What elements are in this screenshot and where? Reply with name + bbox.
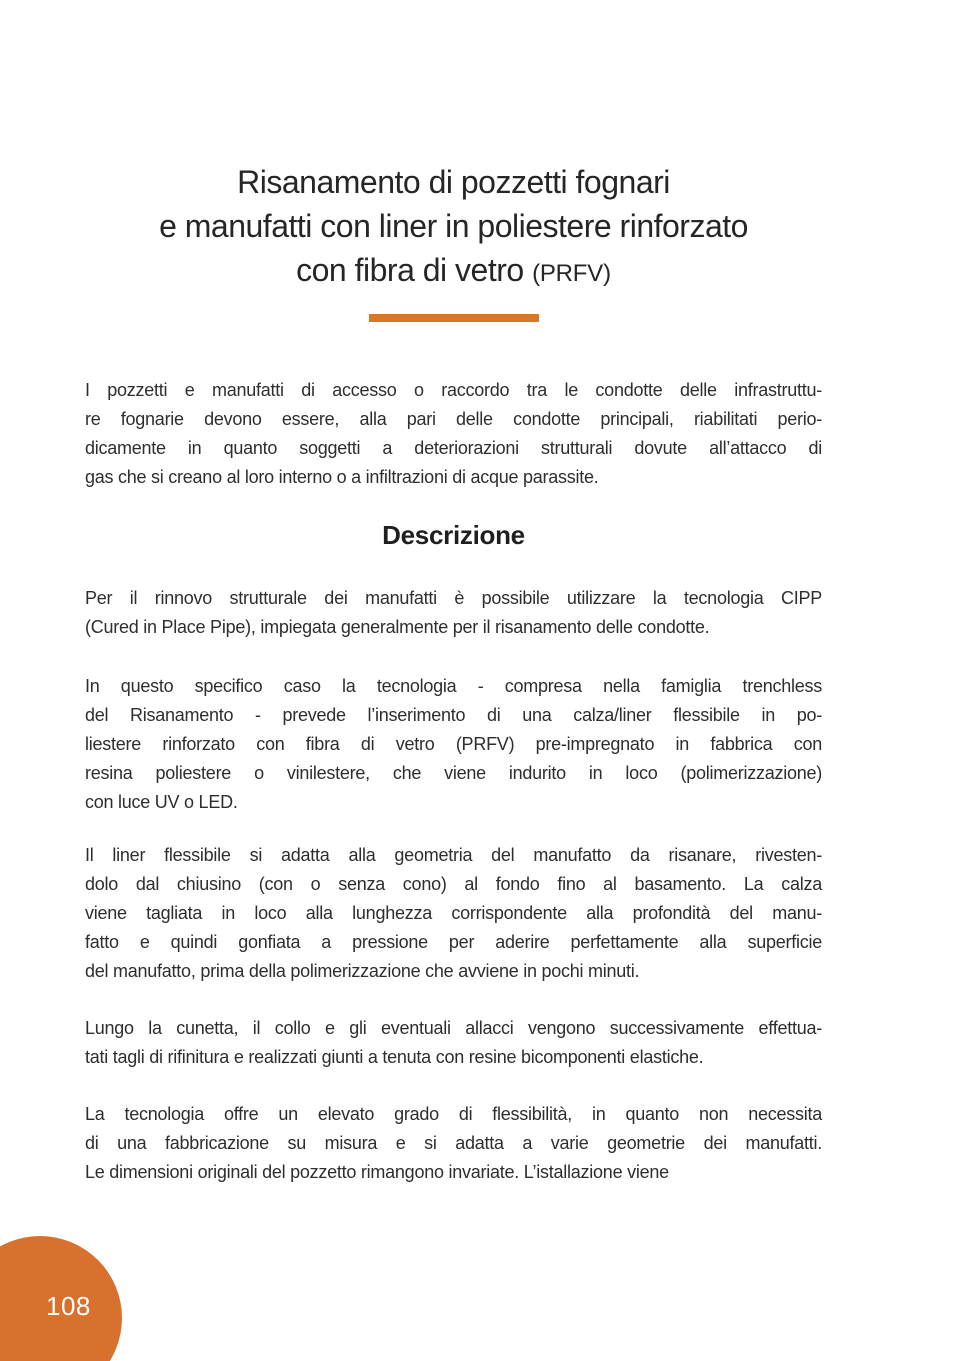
paragraph-liner (85, 841, 822, 986)
title-line-1: Risanamento di pozzetti fognari (237, 164, 670, 200)
text-line: La tecnologia offre un elevato grado di flessibilità, in quanto non necessita (85, 1104, 822, 1124)
text-line: liestere rinforzato con fibra di vetro (PRFV) pre-impregnato in fabbrica con (85, 734, 822, 754)
title-line-3-main: con fibra di vetro (296, 252, 533, 288)
text-line: con luce UV o LED. (85, 792, 238, 812)
text-line: dolo dal chiusino (con o senza cono) al fondo fino al basamento. La calza (85, 874, 822, 894)
paragraph-cunetta (85, 1014, 822, 1072)
paragraph-cipp (85, 584, 822, 642)
text-line: gas che si creano al loro interno o a infiltrazioni di acque parassite. (85, 467, 599, 487)
paragraph-technology (85, 672, 822, 817)
text-line: dicamente in quanto soggetti a deteriorazioni strutturali dovute all’attacco di (85, 438, 822, 458)
title-line-3 (85, 248, 822, 296)
text-line: Le dimensioni originali del pozzetto rimangono invariate. L’istallazione viene (85, 1162, 669, 1182)
text-line: tati tagli di rifinitura e realizzati giunti a tenuta con resine bicomponenti elastiche. (85, 1047, 704, 1067)
content-column (85, 0, 822, 1187)
text-line: fatto e quindi gonfiata a pressione per aderire perfettamente alla superficie (85, 932, 822, 952)
page-number-badge (0, 1236, 122, 1361)
page-title (85, 160, 822, 296)
text-line: viene tagliata in loco alla lunghezza corrispondente alla profondità del manu- (85, 903, 822, 923)
section-heading: Descrizione (382, 520, 525, 550)
text-line: del Risanamento - prevede l’inserimento di una calza/liner flessibile in po- (85, 705, 822, 725)
text-line: Lungo la cunetta, il collo e gli eventuali allacci vengono successivamente effettua- (85, 1018, 822, 1038)
text-line: I pozzetti e manufatti di accesso o raccordo tra le condotte delle infrastruttu- (85, 380, 822, 400)
intro-paragraph (85, 376, 822, 492)
title-acronym: (PRFV) (532, 260, 611, 287)
title-divider (369, 314, 539, 322)
title-line-2: e manufatti con liner in poliestere rinforzato (159, 208, 748, 244)
text-line: In questo specifico caso la tecnologia - compresa nella famiglia trenchless (85, 676, 822, 696)
paragraph-flessibilita (85, 1100, 822, 1187)
page-number: 108 (46, 1291, 91, 1321)
text-line: resina poliestere o vinilestere, che viene indurito in loco (polimerizzazione) (85, 763, 822, 783)
text-line: (Cured in Place Pipe), impiegata generalmente per il risanamento delle condotte. (85, 617, 710, 637)
text-line: di una fabbricazione su misura e si adatta a varie geometrie dei manufatti. (85, 1133, 822, 1153)
text-line: Il liner flessibile si adatta alla geometria del manufatto da risanare, rivesten- (85, 845, 822, 865)
text-line: del manufatto, prima della polimerizzazione che avviene in pochi minuti. (85, 961, 640, 981)
text-line: re fognarie devono essere, alla pari delle condotte principali, riabilitati perio- (85, 409, 822, 429)
text-line: Per il rinnovo strutturale dei manufatti è possibile utilizzare la tecnologia CIPP (85, 588, 822, 608)
